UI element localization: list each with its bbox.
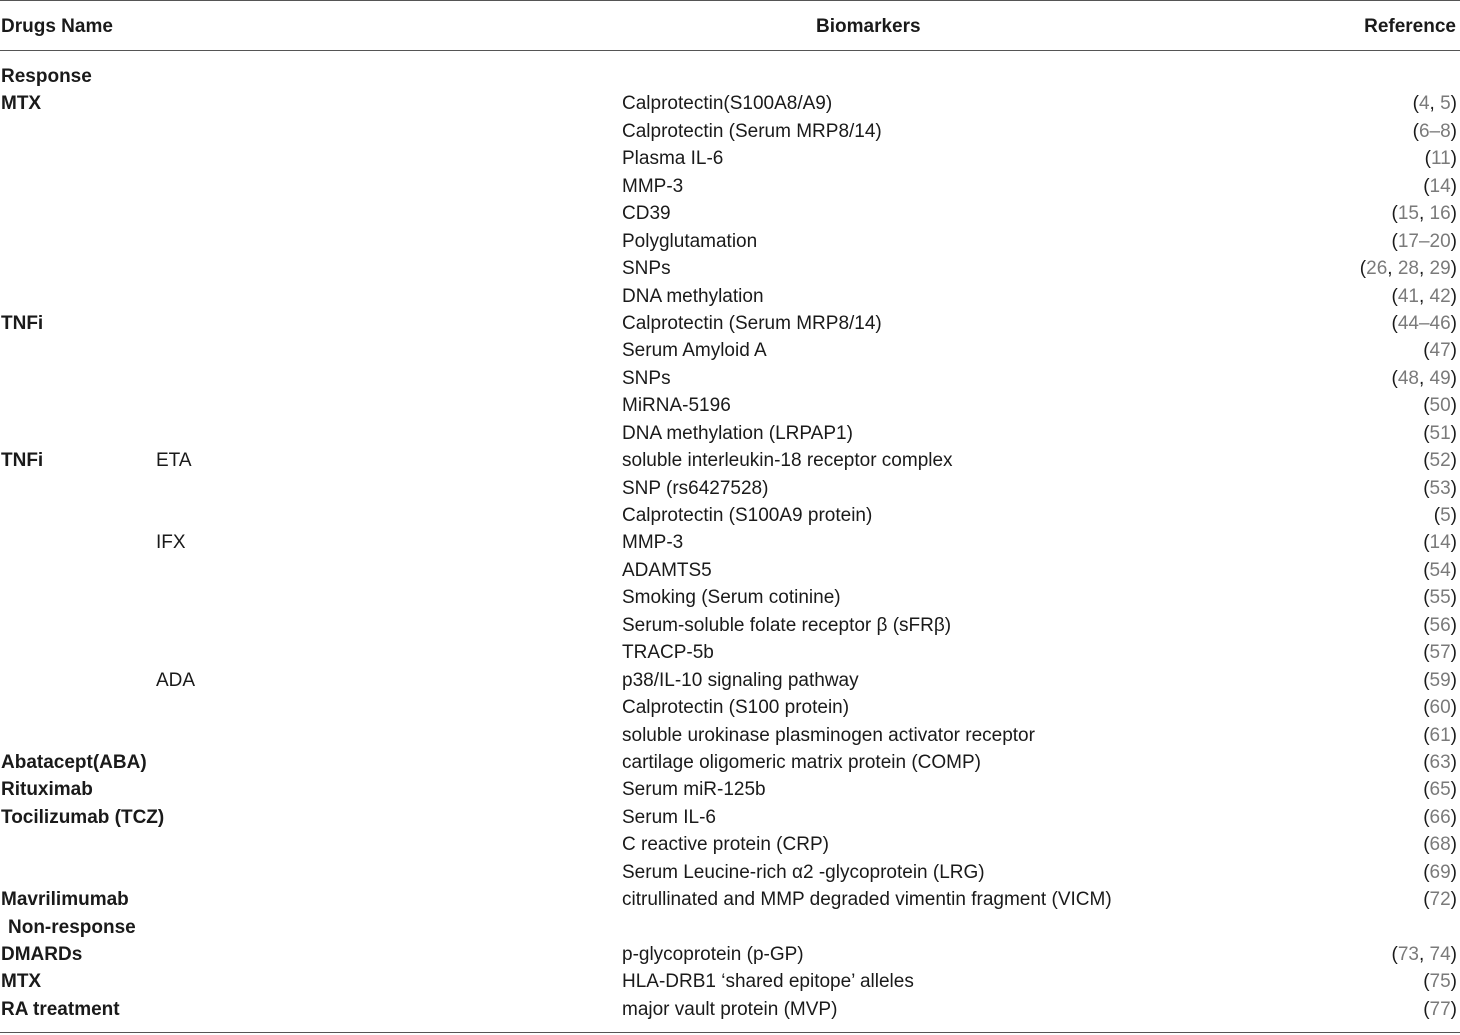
table-row (0, 420, 1460, 447)
reference-link[interactable]: 16 (1429, 203, 1451, 225)
drug-name: Response (1, 66, 92, 87)
biomarker: HLA-DRB1 ‘shared epitope’ alleles (622, 971, 914, 993)
reference: (68) (1423, 834, 1457, 856)
table-row (0, 941, 1460, 968)
reference-link[interactable]: 26 (1366, 258, 1388, 280)
biomarker: CD39 (622, 203, 671, 225)
reference-link[interactable]: 44–46 (1397, 312, 1451, 334)
header-reference: Reference (1364, 16, 1456, 37)
table-row (0, 337, 1460, 364)
reference-link[interactable]: 63 (1429, 751, 1451, 773)
table-row (0, 804, 1460, 831)
drug-subtype: ADA (156, 669, 196, 691)
reference-link[interactable]: 52 (1429, 450, 1451, 472)
table-row (0, 475, 1460, 502)
reference-link[interactable]: 41 (1397, 285, 1419, 307)
reference-link[interactable]: 55 (1429, 587, 1451, 609)
biomarker: Calprotectin (Serum MRP8/14) (622, 312, 882, 334)
reference: (63) (1423, 751, 1457, 773)
drug-name: Rituximab (1, 779, 93, 801)
biomarker: soluble urokinase plasminogen activator receptor (622, 724, 1035, 746)
table-top-rule (0, 0, 1460, 1)
biomarker: Serum IL-6 (622, 806, 716, 828)
drug-name: DMARDs (1, 944, 83, 965)
reference-link[interactable]: 6–8 (1418, 120, 1451, 142)
header-rule (0, 50, 1460, 51)
reference-link[interactable]: 51 (1429, 422, 1451, 444)
table-row (0, 612, 1460, 639)
reference-link[interactable]: 73 (1397, 944, 1419, 965)
reference-link[interactable]: 5 (1440, 93, 1451, 115)
reference: (48, 49) (1391, 367, 1457, 389)
table-row (0, 722, 1460, 749)
reference: (15, 16) (1391, 203, 1457, 225)
reference: (72) (1423, 889, 1457, 911)
reference: (17–20) (1391, 230, 1457, 252)
biomarker: SNPs (622, 367, 671, 389)
reference-link[interactable]: 53 (1429, 477, 1451, 499)
table-row (0, 694, 1460, 721)
table-row (0, 145, 1460, 172)
reference: (26, 28, 29) (1359, 258, 1457, 280)
table-row (0, 365, 1460, 392)
reference: (47) (1423, 340, 1457, 362)
table-row (0, 639, 1460, 666)
biomarker: MMP-3 (622, 532, 684, 554)
table-row (0, 228, 1460, 255)
table-row (0, 776, 1460, 803)
reference-link[interactable]: 14 (1429, 532, 1451, 554)
biomarker: TRACP-5b (622, 642, 714, 664)
reference: (66) (1423, 806, 1457, 828)
table-row (0, 447, 1460, 474)
reference: (44–46) (1391, 312, 1457, 334)
reference: (53) (1423, 477, 1457, 499)
reference-link[interactable]: 48 (1397, 367, 1419, 389)
reference-link[interactable]: 69 (1429, 861, 1451, 883)
drug-name: RA treatment (1, 998, 120, 1020)
drug-name: Mavrilimumab (1, 889, 129, 911)
reference: (73, 74) (1391, 944, 1457, 965)
reference-link[interactable]: 59 (1429, 669, 1451, 691)
reference: (69) (1423, 861, 1457, 883)
table-row (0, 200, 1460, 227)
biomarker: SNP (rs6427528) (622, 477, 769, 499)
reference-link[interactable]: 57 (1429, 642, 1451, 664)
reference-link[interactable]: 68 (1429, 834, 1451, 856)
reference: (6–8) (1412, 120, 1457, 142)
table-row (0, 831, 1460, 858)
reference: (51) (1423, 422, 1457, 444)
reference-link[interactable]: 54 (1429, 559, 1451, 581)
biomarker: p38/IL-10 signaling pathway (622, 669, 859, 691)
reference: (75) (1423, 971, 1457, 993)
table-row (0, 502, 1460, 529)
drug-subtype: IFX (156, 532, 186, 554)
reference-link[interactable]: 72 (1429, 889, 1451, 911)
biomarker: citrullinated and MMP degraded vimentin fragment (VICM) (622, 889, 1112, 911)
drug-name: Abatacept(ABA) (1, 751, 147, 773)
drug-name: TNFi (1, 450, 44, 472)
table-row (0, 90, 1460, 117)
table-row (0, 310, 1460, 337)
reference-link[interactable]: 65 (1429, 779, 1451, 801)
table-row (0, 749, 1460, 776)
reference-link[interactable]: 75 (1429, 971, 1451, 993)
reference-link[interactable]: 5 (1440, 505, 1451, 526)
biomarker: Calprotectin (Serum MRP8/14) (622, 120, 882, 142)
biomarker: cartilage oligomeric matrix protein (COMP) (622, 751, 981, 773)
table-row (0, 255, 1460, 282)
reference: (55) (1423, 587, 1457, 609)
header-biomarkers: Biomarkers (816, 16, 921, 37)
biomarker: Plasma IL-6 (622, 148, 724, 170)
table-row (0, 996, 1460, 1023)
biomarker: ADAMTS5 (622, 559, 712, 581)
drug-name: MTX (1, 93, 42, 115)
biomarker: SNPs (622, 258, 671, 280)
table-row (0, 968, 1460, 995)
reference-link[interactable]: 14 (1429, 175, 1451, 197)
reference-link[interactable]: 4 (1418, 93, 1430, 115)
biomarker: Smoking (Serum cotinine) (622, 587, 841, 609)
drug-name: Tocilizumab (TCZ) (1, 806, 165, 828)
drug-subtype: ETA (156, 450, 192, 472)
drug-name: Non-response (8, 916, 136, 938)
biomarker: DNA methylation (622, 285, 764, 307)
reference: (57) (1423, 642, 1457, 664)
reference: (5) (1433, 505, 1457, 526)
reference: (14) (1423, 532, 1457, 554)
biomarker: Serum miR-125b (622, 779, 766, 801)
biomarker: Calprotectin (S100A9 protein) (622, 505, 873, 526)
reference: (50) (1423, 395, 1457, 417)
biomarker: Calprotectin(S100A8/A9) (622, 93, 833, 115)
biomarker: soluble interleukin-18 receptor complex (622, 450, 953, 472)
drug-name: MTX (1, 971, 42, 993)
biomarker: MMP-3 (622, 175, 684, 197)
reference-link[interactable]: 15 (1397, 203, 1419, 225)
reference: (52) (1423, 450, 1457, 472)
table-row (0, 283, 1460, 310)
table-row (0, 557, 1460, 584)
reference: (14) (1423, 175, 1457, 197)
table-row (0, 392, 1460, 419)
table-bottom-rule (0, 1032, 1460, 1033)
table-body (0, 63, 1460, 1023)
reference-link[interactable]: 49 (1429, 367, 1451, 389)
reference-link[interactable]: 47 (1429, 340, 1451, 362)
biomarker: DNA methylation (LRPAP1) (622, 422, 853, 444)
reference: (56) (1423, 614, 1457, 636)
reference: (11) (1424, 148, 1457, 170)
reference: (65) (1423, 779, 1457, 801)
table-row (0, 886, 1460, 913)
table-row (0, 859, 1460, 886)
reference-link[interactable]: 42 (1429, 285, 1451, 307)
reference-link[interactable]: 60 (1429, 697, 1451, 719)
reference-link[interactable]: 56 (1429, 614, 1451, 636)
header-drugs-name: Drugs Name (1, 16, 113, 37)
table-row (0, 914, 1460, 941)
reference: (4, 5) (1412, 93, 1457, 115)
reference: (59) (1423, 669, 1457, 691)
biomarker: C reactive protein (CRP) (622, 834, 829, 856)
reference-link[interactable]: 17–20 (1397, 230, 1451, 252)
table-row (0, 667, 1460, 694)
reference-link[interactable]: 11 (1430, 148, 1451, 170)
table-row (0, 173, 1460, 200)
biomarker: major vault protein (MVP) (622, 998, 838, 1020)
reference: (54) (1423, 559, 1457, 581)
biomarker: Calprotectin (S100 protein) (622, 697, 850, 719)
reference-link[interactable]: 61 (1429, 724, 1451, 746)
reference: (60) (1423, 697, 1457, 719)
reference-link[interactable]: 77 (1429, 998, 1451, 1020)
reference-link[interactable]: 50 (1429, 395, 1451, 417)
biomarker: Serum Amyloid A (622, 340, 767, 362)
biomarker: Serum Leucine-rich α2 -glycoprotein (LRG) (622, 861, 985, 883)
reference-link[interactable]: 74 (1429, 944, 1451, 965)
reference: (41, 42) (1391, 285, 1457, 307)
table-row (0, 584, 1460, 611)
reference-link[interactable]: 29 (1429, 258, 1451, 280)
reference-link[interactable]: 66 (1429, 806, 1451, 828)
biomarker: p-glycoprotein (p-GP) (622, 944, 804, 965)
table-row (0, 529, 1460, 556)
drug-name: TNFi (1, 312, 44, 334)
biomarker: Polyglutamation (622, 230, 758, 252)
table-row (0, 118, 1460, 145)
biomarker: Serum-soluble folate receptor β (sFRβ) (622, 614, 952, 636)
reference: (61) (1423, 724, 1457, 746)
reference-link[interactable]: 28 (1397, 258, 1419, 280)
reference: (77) (1423, 998, 1457, 1020)
table-row (0, 63, 1460, 90)
biomarker: MiRNA-5196 (622, 395, 731, 417)
